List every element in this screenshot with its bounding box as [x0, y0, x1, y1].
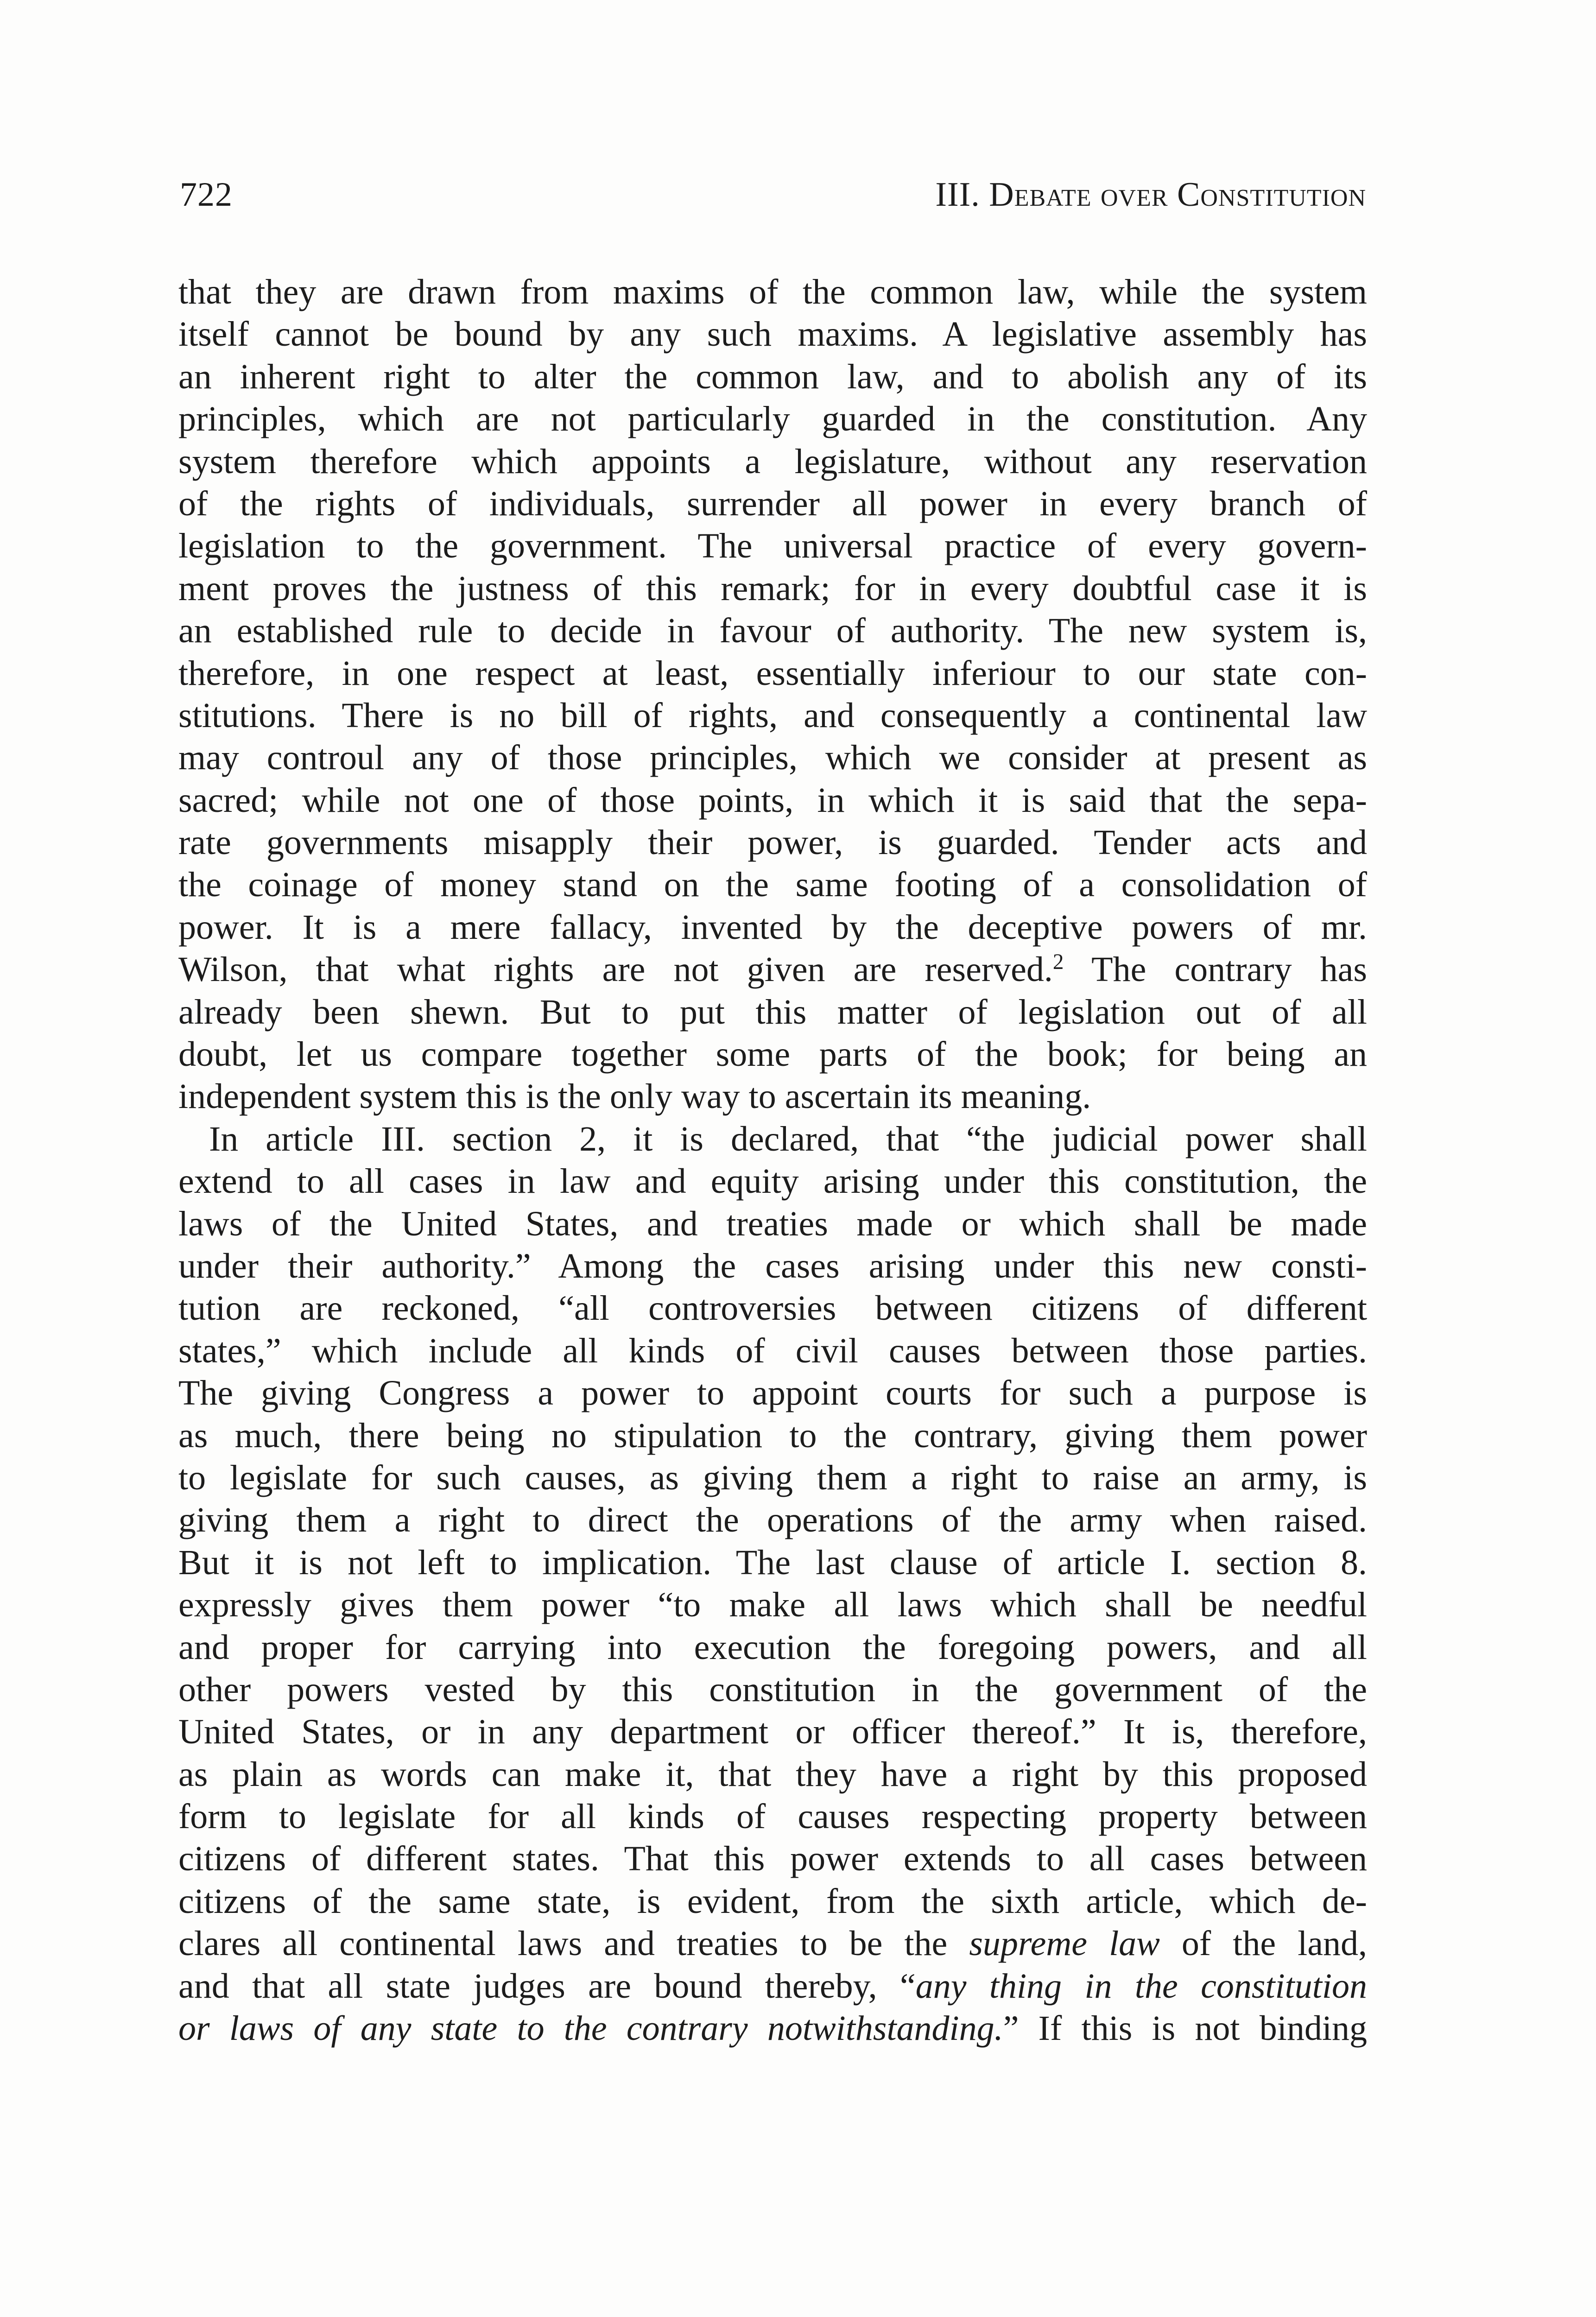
text-line: itself cannot be bound by any such maxims. A legislative assembly has: [178, 315, 1367, 354]
text-line: therefore, in one respect at least, essentially inferiour to our state con-: [178, 653, 1367, 693]
emphasis-text: any thing in the constitution: [915, 1966, 1367, 2006]
text-line: of the rights of individuals, surrender all power in every branch of: [178, 484, 1367, 523]
paragraph-1: [178, 271, 1367, 1118]
footnote-reference[interactable]: 2: [1052, 950, 1064, 975]
text-line: other powers vested by this constitution in the government of the: [178, 1670, 1367, 1709]
text-line-with-emphasis: [178, 1923, 1367, 1965]
text-line: In article III. section 2, it is declared, that “the judicial power shall: [209, 1119, 1367, 1158]
text-line: as plain as words can make it, that they have a right by this proposed: [178, 1754, 1367, 1794]
body-text: [178, 271, 1367, 2050]
text-line: already been shewn. But to put this matter of legislation out of all: [178, 992, 1367, 1032]
text-segment: Wilson, that what rights are not given are reserved.: [178, 950, 1053, 989]
text-line: an established rule to decide in favour of authority. The new system is,: [178, 611, 1367, 651]
text-line: form to legislate for all kinds of causes respecting property between: [178, 1797, 1367, 1836]
text-segment: of the land,: [1159, 1924, 1367, 1963]
text-line: But it is not left to implication. The last clause of article I. section 8.: [178, 1543, 1367, 1582]
text-line: tution are reckoned, “all controversies between citizens of different: [178, 1289, 1367, 1328]
text-line: may controul any of those principles, which we consider at present as: [178, 738, 1367, 778]
text-line: an inherent right to alter the common law, and to abolish any of its: [178, 357, 1367, 396]
text-line: sacred; while not one of those points, in which it is said that the sepa-: [178, 780, 1367, 820]
text-segment: The contrary has: [1064, 950, 1367, 989]
text-line: citizens of the same state, is evident, from the sixth article, which de-: [178, 1881, 1367, 1921]
text-line: to legislate for such causes, as giving them a right to raise an army, is: [178, 1458, 1367, 1497]
text-line: principles, which are not particularly guarded in the constitution. Any: [178, 399, 1367, 439]
text-line: giving them a right to direct the operations of the army when raised.: [178, 1500, 1367, 1540]
paragraph-2: [178, 1118, 1367, 2050]
text-line: United States, or in any department or officer thereof.” It is, therefore,: [178, 1712, 1367, 1752]
text-line: extend to all cases in law and equity arising under this constitution, the: [178, 1162, 1367, 1201]
text-line: independent system this is the only way to ascertain its meaning.: [178, 1077, 1091, 1116]
running-title: III. Debate over Constitution: [935, 176, 1366, 214]
text-segment: clares all continental laws and treaties to be the: [178, 1924, 969, 1963]
text-line: legislation to the government. The universal practice of every govern-: [178, 526, 1367, 566]
text-line-with-footnote: [178, 949, 1367, 991]
text-segment: ” If this is not binding: [1003, 2009, 1367, 2048]
text-line: stitutions. There is no bill of rights, and consequently a continental law: [178, 696, 1367, 735]
text-line: power. It is a mere fallacy, invented by the deceptive powers of mr.: [178, 907, 1367, 947]
text-line: under their authority.” Among the cases arising under this new consti-: [178, 1246, 1367, 1285]
text-line: doubt, let us compare together some parts of the book; for being an: [178, 1035, 1367, 1074]
text-line: The giving Congress a power to appoint courts for such a purpose is: [178, 1374, 1367, 1413]
text-line: expressly gives them power “to make all laws which shall be needful: [178, 1585, 1367, 1625]
text-segment: and that all state judges are bound thereby, “: [178, 1966, 916, 2006]
text-line: system therefore which appoints a legislature, without any reservation: [178, 442, 1367, 481]
running-header: [180, 171, 1366, 227]
emphasis-text: or laws of any state to the contrary notwithstanding.: [178, 2009, 1003, 2048]
text-line: that they are drawn from maxims of the common law, while the system: [178, 272, 1367, 311]
text-line: laws of the United States, and treaties made or which shall be made: [178, 1204, 1367, 1243]
text-line: rate governments misapply their power, is guarded. Tender acts and: [178, 823, 1367, 862]
text-line: citizens of different states. That this power extends to all cases between: [178, 1839, 1367, 1879]
text-line: and proper for carrying into execution the foregoing powers, and all: [178, 1627, 1367, 1667]
text-line-with-emphasis: [178, 1965, 1367, 2007]
text-line: as much, there being no stipulation to the contrary, giving them power: [178, 1416, 1367, 1455]
emphasis-text: supreme law: [969, 1924, 1160, 1963]
text-line: the coinage of money stand on the same footing of a consolidation of: [178, 865, 1367, 905]
text-line: ment proves the justness of this remark; for in every doubtful case it is: [178, 569, 1367, 608]
text-line: states,” which include all kinds of civil causes between those parties.: [178, 1331, 1367, 1370]
page-number: 722: [180, 176, 233, 214]
text-line-with-emphasis: [178, 2007, 1367, 2050]
